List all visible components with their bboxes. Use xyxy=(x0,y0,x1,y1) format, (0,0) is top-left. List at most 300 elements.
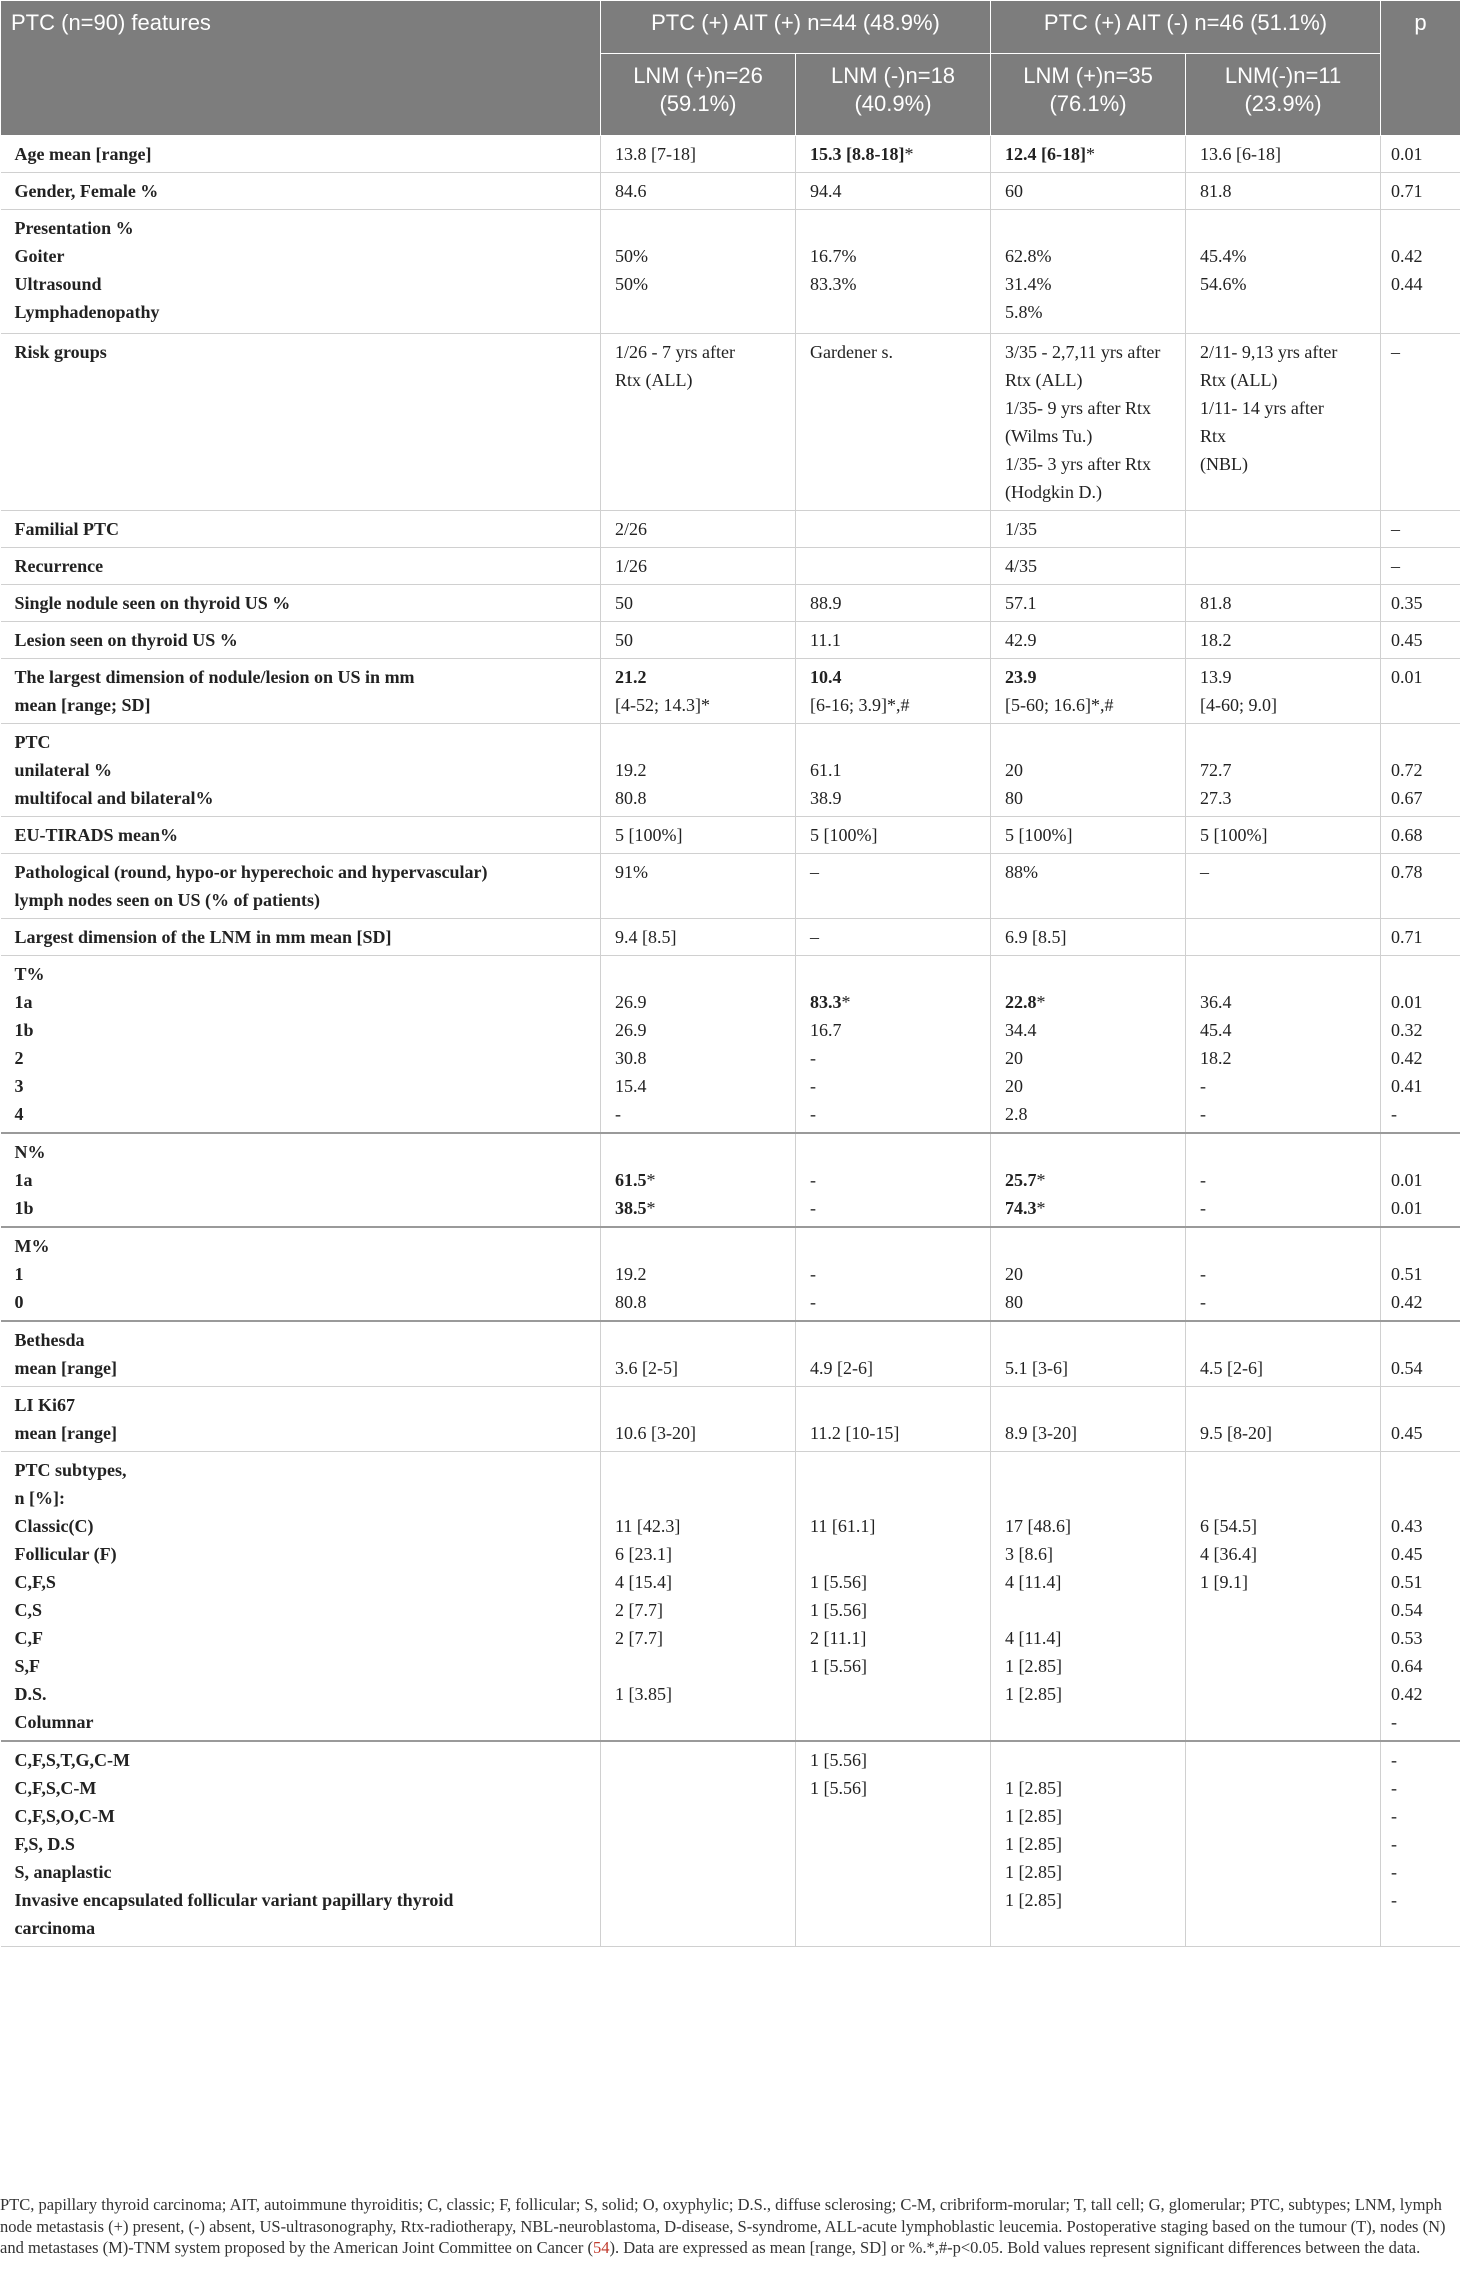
cell-value: 0.68 xyxy=(1391,825,1423,845)
row-label xyxy=(1,622,601,659)
value-cell xyxy=(601,817,796,854)
cell-line xyxy=(1005,1746,1175,1774)
cell-line xyxy=(1005,663,1175,691)
value-cell xyxy=(1186,854,1381,919)
row-label xyxy=(1,817,601,854)
cell-line xyxy=(810,1596,980,1624)
cell-line xyxy=(615,589,785,617)
row-label xyxy=(1,1227,601,1321)
cell-value: 19.2 xyxy=(615,1264,647,1284)
cell-value: 27.3 xyxy=(1200,788,1232,808)
cell-line xyxy=(810,923,980,951)
cell-value: 0.45 xyxy=(1391,1423,1423,1443)
value-cell xyxy=(601,334,796,511)
cell-value: - xyxy=(1391,1712,1398,1732)
cell-line xyxy=(810,242,980,270)
cell-line xyxy=(810,691,980,719)
row-label-line: Presentation % xyxy=(14,218,134,238)
cell-line xyxy=(810,177,980,205)
cell-line xyxy=(1200,450,1370,478)
cell-line xyxy=(1391,1484,1451,1512)
cell-value: 0.71 xyxy=(1391,181,1423,201)
cell-value: 20 xyxy=(1005,760,1024,780)
cell-line xyxy=(615,1288,785,1316)
cell-value: 23.9 xyxy=(1005,667,1037,687)
value-cell xyxy=(796,854,991,919)
row-label-line: Goiter xyxy=(14,246,65,266)
row-label-line: 1 xyxy=(14,1264,24,1284)
row-label xyxy=(1,511,601,548)
cell-value: 18.2 xyxy=(1200,1048,1232,1068)
p-value-cell xyxy=(1381,1387,1460,1452)
cell-value: 80 xyxy=(1005,788,1024,808)
cell-line xyxy=(1391,1044,1451,1072)
cell-line xyxy=(810,1391,980,1419)
value-cell xyxy=(796,1387,991,1452)
cell-line xyxy=(1391,1326,1451,1354)
cell-value: 20 xyxy=(1005,1048,1024,1068)
cell-value: 0.01 xyxy=(1391,667,1423,687)
value-cell xyxy=(1186,1741,1381,1947)
cell-value: 15.3 [8.8-18] xyxy=(810,144,905,164)
significance-marker: * xyxy=(841,992,851,1012)
cell-value: - xyxy=(810,1264,816,1284)
cell-value: 4 [15.4] xyxy=(615,1572,672,1592)
cell-line xyxy=(1200,270,1370,298)
cell-line xyxy=(1391,1652,1451,1680)
cell-line xyxy=(1200,214,1370,242)
cell-value: 1 [5.56] xyxy=(810,1600,867,1620)
cell-line xyxy=(615,242,785,270)
cell-value: 5 [100%] xyxy=(1005,825,1073,845)
cell-line xyxy=(1391,214,1451,242)
cell-line xyxy=(615,756,785,784)
header-sub-lnm: LNM (-)n=18 (40.9%) xyxy=(796,54,991,136)
value-cell xyxy=(1186,1321,1381,1387)
cell-line xyxy=(1200,1419,1370,1447)
value-cell xyxy=(601,1133,796,1227)
row-label-line: N% xyxy=(14,1142,46,1162)
cell-value: 1/35- 3 yrs after Rtx xyxy=(1005,454,1151,474)
cell-line xyxy=(1005,1194,1175,1222)
row-label-line: C,F,S,T,G,C-M xyxy=(14,1750,131,1770)
value-cell xyxy=(991,334,1186,511)
cell-line xyxy=(1005,1596,1175,1624)
cell-line xyxy=(1391,1016,1451,1044)
cell-line xyxy=(1200,366,1370,394)
row-label-line: Recurrence xyxy=(14,556,104,576)
cell-line xyxy=(810,1044,980,1072)
cell-value: 1/35 xyxy=(1005,519,1038,539)
table-row xyxy=(1,724,1460,817)
cell-line xyxy=(1200,1232,1370,1260)
table-row xyxy=(1,1227,1460,1321)
cell-line xyxy=(810,1354,980,1382)
cell-line xyxy=(810,140,980,168)
significance-marker: * xyxy=(646,1170,656,1190)
cell-value: 1 [2.85] xyxy=(1005,1834,1063,1854)
cell-line xyxy=(1005,1419,1175,1447)
cell-line xyxy=(1391,1072,1451,1100)
cell-line xyxy=(1005,858,1175,886)
cell-value: 1 [5.56] xyxy=(810,1750,867,1770)
cell-line xyxy=(810,552,980,580)
cell-value: – xyxy=(1391,519,1401,539)
cell-line xyxy=(1200,988,1370,1016)
value-cell xyxy=(1186,210,1381,334)
cell-line xyxy=(810,1774,980,1802)
table-row xyxy=(1,622,1460,659)
cell-value: 4 [11.4] xyxy=(1005,1628,1062,1648)
value-cell xyxy=(796,1321,991,1387)
row-label xyxy=(1,956,601,1134)
cell-value: - xyxy=(615,1104,621,1124)
table-row xyxy=(1,956,1460,1134)
cell-value: – xyxy=(810,927,819,947)
cell-value: 0.67 xyxy=(1391,788,1423,808)
cell-value: 1 [3.85] xyxy=(615,1684,672,1704)
value-cell xyxy=(991,548,1186,585)
cell-value: – xyxy=(1391,556,1401,576)
cell-line xyxy=(615,338,785,366)
cell-line xyxy=(1391,140,1451,168)
cell-line xyxy=(1391,1419,1451,1447)
cell-value: 0.72 xyxy=(1391,760,1423,780)
cell-value: 74.3 xyxy=(1005,1198,1037,1218)
footnote-reference-link[interactable]: 54 xyxy=(592,2238,610,2258)
cell-value: - xyxy=(1391,1778,1398,1798)
row-label xyxy=(1,1741,601,1947)
row-label xyxy=(1,724,601,817)
value-cell xyxy=(1186,1387,1381,1452)
cell-line xyxy=(615,1232,785,1260)
cell-line xyxy=(1005,1072,1175,1100)
p-value-cell xyxy=(1381,210,1460,334)
cell-value: - xyxy=(810,1198,816,1218)
cell-line xyxy=(810,821,980,849)
cell-line xyxy=(1200,242,1370,270)
significance-marker: * xyxy=(1036,1170,1046,1190)
cell-line xyxy=(810,1326,980,1354)
cell-line xyxy=(810,1540,980,1568)
cell-line xyxy=(1391,1774,1451,1802)
cell-value: 25.7 xyxy=(1005,1170,1037,1190)
cell-line xyxy=(1391,821,1451,849)
cell-line xyxy=(1005,177,1175,205)
row-label-line: Columnar xyxy=(14,1712,94,1732)
cell-value: 81.8 xyxy=(1200,593,1232,613)
cell-line xyxy=(810,960,980,988)
row-label-line: T% xyxy=(14,964,45,984)
row-label xyxy=(1,210,601,334)
cell-line xyxy=(810,1016,980,1044)
cell-line xyxy=(1391,960,1451,988)
p-value-cell xyxy=(1381,548,1460,585)
cell-line xyxy=(1005,988,1175,1016)
cell-line xyxy=(810,1072,980,1100)
cell-value: 50 xyxy=(615,630,633,650)
cell-value: 0.01 xyxy=(1391,1170,1423,1190)
row-label-line: 4 xyxy=(14,1104,24,1124)
cell-value: 0.51 xyxy=(1391,1572,1423,1592)
value-cell xyxy=(991,1741,1186,1947)
cell-value: 61.5 xyxy=(615,1170,647,1190)
row-label-line: lymph nodes seen on US (% of patients) xyxy=(14,890,321,910)
cell-line xyxy=(1391,1540,1451,1568)
cell-value: 0.01 xyxy=(1391,144,1423,164)
cell-value: 26.9 xyxy=(615,1020,647,1040)
p-value-cell xyxy=(1381,1741,1460,1947)
cell-line xyxy=(615,270,785,298)
value-cell xyxy=(796,1452,991,1742)
cell-value: 0.42 xyxy=(1391,1292,1423,1312)
table-row xyxy=(1,659,1460,724)
p-value-cell xyxy=(1381,1133,1460,1227)
cell-line xyxy=(1005,366,1175,394)
cell-line xyxy=(1200,784,1370,812)
cell-line xyxy=(615,1260,785,1288)
cell-value: 9.4 [8.5] xyxy=(615,927,677,947)
cell-value: 83.3 xyxy=(810,992,842,1012)
cell-line xyxy=(1005,1288,1175,1316)
cell-value: 80 xyxy=(1005,1292,1024,1312)
cell-line xyxy=(810,626,980,654)
row-label xyxy=(1,334,601,511)
value-cell xyxy=(601,724,796,817)
cell-value: 1 [2.85] xyxy=(1005,1862,1063,1882)
cell-line xyxy=(810,1746,980,1774)
row-label xyxy=(1,659,601,724)
cell-line xyxy=(1005,756,1175,784)
cell-line xyxy=(810,784,980,812)
row-label-line: Follicular (F) xyxy=(14,1544,117,1564)
value-cell xyxy=(991,1321,1186,1387)
row-label xyxy=(1,1452,601,1742)
row-label-line: Single nodule seen on thyroid US % xyxy=(14,593,291,613)
cell-value: – xyxy=(1200,862,1210,882)
cell-value: 16.7 xyxy=(810,1020,842,1040)
value-cell xyxy=(796,173,991,210)
row-label-line: mean [range] xyxy=(14,1423,117,1443)
cell-line xyxy=(615,515,785,543)
cell-line xyxy=(810,338,980,366)
cell-line xyxy=(1200,515,1370,543)
cell-value: 0.45 xyxy=(1391,1544,1423,1564)
cell-line xyxy=(1005,691,1175,719)
value-cell xyxy=(1186,173,1381,210)
cell-line xyxy=(1005,1044,1175,1072)
cell-value: 2.8 xyxy=(1005,1104,1028,1124)
cell-line xyxy=(615,1568,785,1596)
cell-value: 36.4 xyxy=(1200,992,1232,1012)
cell-value: 0.42 xyxy=(1391,1048,1423,1068)
cell-line xyxy=(1200,1391,1370,1419)
cell-line xyxy=(1200,1044,1370,1072)
cell-line xyxy=(615,1512,785,1540)
cell-line xyxy=(810,1419,980,1447)
cell-line xyxy=(1005,1512,1175,1540)
cell-line xyxy=(810,214,980,242)
cell-value: 13.6 [6-18] xyxy=(1200,144,1281,164)
value-cell xyxy=(796,136,991,173)
cell-value: - xyxy=(810,1076,816,1096)
value-cell xyxy=(991,210,1186,334)
p-value-cell xyxy=(1381,622,1460,659)
table-row xyxy=(1,1387,1460,1452)
cell-value: 12.4 [6-18] xyxy=(1005,144,1086,164)
table-row xyxy=(1,1741,1460,1947)
cell-line xyxy=(810,515,980,543)
p-value-cell xyxy=(1381,1452,1460,1742)
value-cell xyxy=(1186,136,1381,173)
cell-value: 1 [2.85] xyxy=(1005,1684,1063,1704)
cell-value: 3 [8.6] xyxy=(1005,1544,1054,1564)
cell-value: 60 xyxy=(1005,181,1024,201)
value-cell xyxy=(601,173,796,210)
cell-line xyxy=(615,1354,785,1382)
cell-line xyxy=(1200,1260,1370,1288)
header-sub-lnm: LNM (+)n=35 (76.1%) xyxy=(991,54,1186,136)
cell-line xyxy=(1200,1016,1370,1044)
cell-value: 1 [2.85] xyxy=(1005,1890,1063,1910)
cell-value: 5 [100%] xyxy=(1200,825,1268,845)
header-group-ait-positive: PTC (+) AIT (+) n=44 (48.9%) xyxy=(601,1,991,54)
cell-value: 5.8% xyxy=(1005,302,1043,322)
table-row xyxy=(1,817,1460,854)
cell-value: 1/26 - 7 yrs after xyxy=(615,342,735,362)
cell-line xyxy=(615,1138,785,1166)
value-cell xyxy=(1186,919,1381,956)
value-cell xyxy=(601,210,796,334)
row-label-line: mean [range; SD] xyxy=(14,695,151,715)
cell-line xyxy=(1391,923,1451,951)
cell-value: 38.9 xyxy=(810,788,842,808)
value-cell xyxy=(601,1387,796,1452)
row-label-line: C,F,S,O,C-M xyxy=(14,1806,115,1826)
cell-line xyxy=(615,784,785,812)
cell-value: 0.41 xyxy=(1391,1076,1423,1096)
cell-line xyxy=(1005,1456,1175,1484)
row-label-line: Gender, Female % xyxy=(14,181,159,201)
cell-value: - xyxy=(1391,1806,1398,1826)
cell-value: (NBL) xyxy=(1200,454,1249,474)
cell-value: 0.43 xyxy=(1391,1516,1423,1536)
cell-value: 50% xyxy=(615,274,648,294)
cell-line xyxy=(1391,626,1451,654)
cell-line xyxy=(1005,1166,1175,1194)
cell-line xyxy=(1391,1512,1451,1540)
value-cell xyxy=(991,173,1186,210)
cell-value: - xyxy=(1391,1750,1398,1770)
value-cell xyxy=(1186,1133,1381,1227)
value-cell xyxy=(601,1227,796,1321)
cell-line xyxy=(1200,1540,1370,1568)
table-row xyxy=(1,919,1460,956)
cell-value: 31.4% xyxy=(1005,274,1052,294)
cell-value: 0.53 xyxy=(1391,1628,1423,1648)
value-cell xyxy=(991,724,1186,817)
cell-value: 0.01 xyxy=(1391,1198,1423,1218)
value-cell xyxy=(991,511,1186,548)
value-cell xyxy=(991,622,1186,659)
p-value-cell xyxy=(1381,585,1460,622)
row-label-line: Age mean [range] xyxy=(14,144,152,164)
cell-line xyxy=(1005,1391,1175,1419)
row-label xyxy=(1,585,601,622)
cell-value: 0.32 xyxy=(1391,1020,1423,1040)
cell-line xyxy=(1391,1708,1451,1736)
cell-line xyxy=(615,988,785,1016)
cell-line xyxy=(1200,394,1370,422)
value-cell xyxy=(796,1741,991,1947)
value-cell xyxy=(796,919,991,956)
cell-value: – xyxy=(1391,342,1401,362)
cell-value: 0.54 xyxy=(1391,1358,1423,1378)
value-cell xyxy=(601,1741,796,1947)
cell-line xyxy=(1391,552,1451,580)
row-label-line: PTC xyxy=(14,732,51,752)
header-p-value: p xyxy=(1381,1,1460,136)
cell-value: 10.4 xyxy=(810,667,842,687)
value-cell xyxy=(1186,956,1381,1134)
p-value-cell xyxy=(1381,956,1460,1134)
cell-value: - xyxy=(1391,1834,1398,1854)
cell-line xyxy=(1391,663,1451,691)
cell-value: 45.4% xyxy=(1200,246,1247,266)
cell-line xyxy=(1005,1138,1175,1166)
row-label xyxy=(1,136,601,173)
row-label-line: Classic(C) xyxy=(14,1516,94,1536)
cell-value: 0.51 xyxy=(1391,1264,1423,1284)
cell-value: 21.2 xyxy=(615,667,647,687)
row-label-line: Lesion seen on thyroid US % xyxy=(14,630,238,650)
cell-line xyxy=(1200,923,1370,951)
cell-line xyxy=(1005,960,1175,988)
cell-value: 1 [2.85] xyxy=(1005,1778,1063,1798)
value-cell xyxy=(991,585,1186,622)
cell-value: 3.6 [2-5] xyxy=(615,1358,678,1378)
row-label-line: Lymphadenopathy xyxy=(14,302,160,322)
cell-line xyxy=(1005,338,1175,366)
cell-line xyxy=(810,1100,980,1128)
cell-value: - xyxy=(1391,1862,1398,1882)
cell-line xyxy=(1391,1886,1451,1914)
cell-line xyxy=(1005,589,1175,617)
cell-value: 84.6 xyxy=(615,181,647,201)
cell-line xyxy=(1200,626,1370,654)
cell-value: 0.44 xyxy=(1391,274,1423,294)
cell-value: 1/35- 9 yrs after Rtx xyxy=(1005,398,1151,418)
value-cell xyxy=(991,956,1186,1134)
cell-value: 0.42 xyxy=(1391,246,1423,266)
row-label-line: Invasive encapsulated follicular variant papillary thyroid xyxy=(14,1890,454,1910)
value-cell xyxy=(1186,511,1381,548)
significance-marker: * xyxy=(1086,144,1095,164)
row-label-line: Ultrasound xyxy=(14,274,102,294)
table-header xyxy=(1,1,1460,136)
cell-line xyxy=(810,1138,980,1166)
value-cell xyxy=(601,585,796,622)
table-row xyxy=(1,511,1460,548)
cell-line xyxy=(1391,338,1451,366)
cell-value: 0.42 xyxy=(1391,1684,1423,1704)
row-label xyxy=(1,1387,601,1452)
significance-marker: *,# xyxy=(886,695,910,715)
cell-value: 62.8% xyxy=(1005,246,1052,266)
cell-line xyxy=(1005,450,1175,478)
value-cell xyxy=(796,1133,991,1227)
cell-line xyxy=(810,988,980,1016)
